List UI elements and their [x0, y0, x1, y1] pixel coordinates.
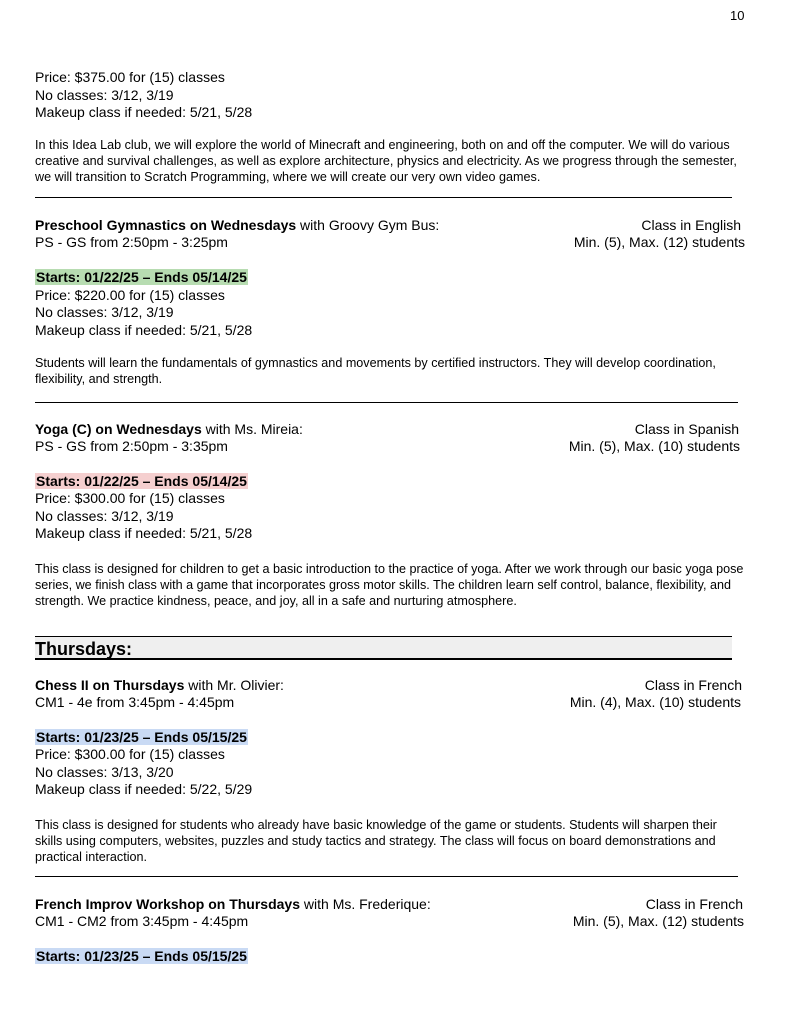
gymnastics-capacity: Min. (5), Max. (12) students [573, 234, 745, 250]
chess-makeup: Makeup class if needed: 5/22, 5/29 [35, 781, 253, 797]
gymnastics-language: Class in English [641, 217, 741, 233]
gymnastics-price: Price: $220.00 for (15) classes [35, 287, 225, 303]
gymnastics-instructor: with Groovy Gym Bus: [296, 217, 440, 233]
yoga-instructor: with Ms. Mireia: [201, 421, 303, 437]
divider [35, 402, 738, 403]
yoga-dates-wrap [35, 473, 248, 491]
yoga-schedule: PS - GS from 2:50pm - 3:35pm [35, 438, 228, 454]
thursdays-section-header [35, 636, 732, 660]
yoga-title-row [35, 421, 739, 439]
gymnastics-dates: Starts: 01/22/25 – Ends 05/14/25 [36, 269, 247, 285]
improv-language: Class in French [645, 896, 743, 912]
divider [35, 197, 732, 198]
yoga-language: Class in Spanish [634, 421, 739, 437]
yoga-makeup: Makeup class if needed: 5/21, 5/28 [35, 525, 253, 541]
improv-title-row [35, 896, 743, 914]
gymnastics-description: Students will learn the fundamentals of gymnastics and movements by certified instructors. They will develop coordination, flexibility, and strength. [35, 356, 716, 386]
gymnastics-no-classes: No classes: 3/12, 3/19 [35, 304, 174, 320]
chess-price: Price: $300.00 for (15) classes [35, 746, 225, 762]
yoga-description: This class is designed for children to get a basic introduction to the practice of yoga. After we work through our basic yoga pose series, we finish class with a game that incorporates gross motor skills. The children learn self control, balance, flexibility, and strength. We practice kindness, peace, and joy, all in a safe and nurturing atmosphere. [35, 562, 744, 608]
yoga-schedule-row [35, 438, 740, 456]
gymnastics-title-row [35, 217, 745, 235]
yoga-title: Yoga (C) on Wednesdays [35, 421, 202, 437]
thursdays-heading: Thursdays: [35, 639, 133, 659]
improv-capacity: Min. (5), Max. (12) students [572, 913, 744, 929]
improv-dates-wrap [35, 948, 248, 966]
intro-description: In this Idea Lab club, we will explore the world of Minecraft and engineering, both on and off the computer. We will do various creative and survival challenges, as well as explore architecture, physics and electricity. As we progress through the semester, we will transition to Scratch Programming, where we will create our very own video games. [35, 138, 737, 184]
chess-no-classes: No classes: 3/13, 3/20 [35, 764, 174, 780]
chess-title-row [35, 677, 742, 695]
improv-dates: Starts: 01/23/25 – Ends 05/15/25 [36, 948, 247, 964]
yoga-price: Price: $300.00 for (15) classes [35, 490, 225, 506]
chess-title: Chess II on Thursdays [35, 677, 185, 693]
gymnastics-dates-wrap [35, 269, 248, 287]
chess-schedule: CM1 - 4e from 3:45pm - 4:45pm [35, 694, 235, 710]
chess-language: Class in French [644, 677, 742, 693]
intro-no-classes: No classes: 3/12, 3/19 [35, 87, 174, 103]
chess-instructor: with Mr. Olivier: [184, 677, 284, 693]
page-number: 10 [730, 8, 745, 23]
chess-description: This class is designed for students who already have basic knowledge of the game or students. Students will sharpen their skills using computers, websites, puzzles and study tactics and strategy. The class will focus on board demonstrations and practical interaction. [35, 818, 717, 864]
improv-title: French Improv Workshop on Thursdays [35, 896, 301, 912]
chess-dates: Starts: 01/23/25 – Ends 05/15/25 [36, 729, 247, 745]
yoga-no-classes: No classes: 3/12, 3/19 [35, 508, 174, 524]
yoga-capacity: Min. (5), Max. (10) students [568, 438, 740, 454]
improv-schedule: CM1 - CM2 from 3:45pm - 4:45pm [35, 913, 249, 929]
improv-schedule-row [35, 913, 744, 931]
chess-dates-wrap [35, 729, 248, 747]
divider [35, 876, 738, 877]
gymnastics-schedule-row [35, 234, 745, 252]
improv-instructor: with Ms. Frederique: [300, 896, 431, 912]
yoga-dates: Starts: 01/22/25 – Ends 05/14/25 [36, 473, 247, 489]
chess-schedule-row [35, 694, 741, 712]
gymnastics-title: Preschool Gymnastics on Wednesdays [35, 217, 297, 233]
chess-capacity: Min. (4), Max. (10) students [569, 694, 741, 710]
gymnastics-makeup: Makeup class if needed: 5/21, 5/28 [35, 322, 253, 338]
intro-price: Price: $375.00 for (15) classes [35, 69, 225, 85]
intro-makeup: Makeup class if needed: 5/21, 5/28 [35, 104, 253, 120]
gymnastics-schedule: PS - GS from 2:50pm - 3:25pm [35, 234, 228, 250]
